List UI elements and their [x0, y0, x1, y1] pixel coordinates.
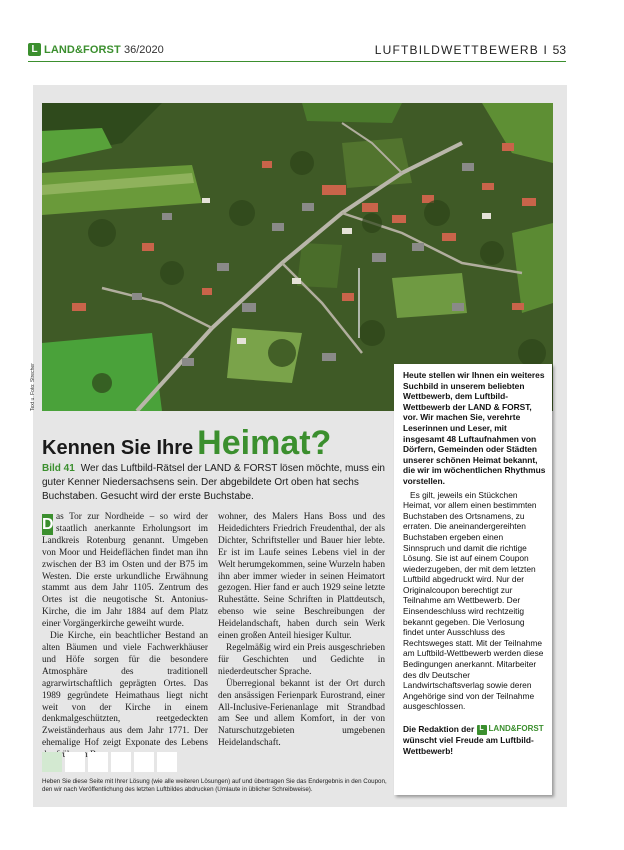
- info-signature: [403, 724, 546, 756]
- drop-cap: D: [42, 516, 54, 533]
- intro-text: Wer das Luftbild-Rätsel der LAND & FORST lösen möchte, muss ein guter Kenner Niedersachsens sein. Der abgebildete Ort oben hat sechs Buchstaben. Gesucht wird der erste Buchstabe.: [42, 463, 385, 502]
- headline-emphasis: Heimat?: [197, 424, 332, 462]
- article-column-2: [218, 512, 385, 750]
- signature-text-pre: Die Redaktion der: [403, 724, 475, 734]
- column2-paragraph-1: wohner, des Malers Hans Boss und des Heidedichters Friedrich Freudenthal, der als Dichter, Schriftsteller und Bauer hier lebte. Er ist im Laufe seines Lebens viel in der Welt herumgekommen, seine Wurzeln haben ihn aber immer wieder in seinen Heimatort gezogen. Hier fand er auch 1929 seine letzte Ruhestätte. Seine Schriften in Plattdeutsch, ebenso wie seine Beschreibungen der Heidelandschaft, haben durch sein Werk einen großen Anteil hiesiger Kultur.: [218, 512, 385, 642]
- info-body-text: Es gilt, jeweils ein Stückchen Heimat, vor allem einen bestimmten Buchstaben des Ortsnamens, zu erraten. Die aneinandergereihten Buchstaben ergeben einen Sinnspruch und damit die richtige Lösung. Sie ist auf einem Coupon wiederzugeben, der mit dem letzten Luftbild abgedruckt wird. Nur der Originalcoupon berechtigt zur Teilnahme am Wettbewerb. Der Einsendeschluss wird rechtzeitig bekannt gegeben. Die Verlosung findet unter Ausschluss des Rechtsweges statt. Mit der Teilnahme am Luftbild-Wettbewerb werden diese Bedingungen anerkannt. Mitarbeiter des dlv Deutscher Landwirtschaftsverlag sowie deren Angehörige sind von der Teilnahme ausgeschlossen.: [403, 489, 544, 712]
- article-intro: [42, 462, 387, 503]
- competition-info-box: [394, 364, 552, 795]
- brand-logo: [28, 43, 121, 56]
- coupon-box-1[interactable]: [42, 752, 62, 772]
- brand-logo-icon: L: [477, 725, 487, 735]
- info-body: [403, 490, 546, 712]
- article-headline: [42, 424, 331, 463]
- section-title: [375, 43, 566, 57]
- coupon-box-2[interactable]: [65, 752, 85, 772]
- headline-prefix: Kennen Sie Ihre: [42, 437, 194, 459]
- info-lead: Heute stellen wir Ihnen ein weiteres Suchbild in unserem beliebten Wettbewerb, dem Luftbild-Wettbewerb der LAND & FORST, vor. Wir machen Sie, verehrte Leserinnen und Leser, mit insgesamt 48 Luftaufnahmen von Dörfern, Gemeinden oder Städten unserer schönen Heimat bekannt, die wir im wöchentlichen Rhythmus vorstellen.: [403, 370, 546, 486]
- section-label: LUFTBILDWETTBEWERB: [374, 43, 539, 57]
- coupon-box-5[interactable]: [134, 752, 154, 772]
- column2-paragraph-3: Überregional bekannt ist der Ort durch den ansässigen Ferienpark Eurostrand, einer All-Inclusive-Ferienanlage mit Strandbad am See und allem Komfort, in der von Naturschutzgebieten umgebenen Heidelandschaft.: [218, 678, 385, 749]
- brand-logo-icon: L: [28, 43, 41, 56]
- coupon-box-4[interactable]: [111, 752, 131, 772]
- signature-brand: LAND&FORST: [488, 724, 544, 734]
- article-column-1: [42, 512, 208, 762]
- coupon-note: Heben Sie diese Seite mit Ihrer Lösung (wie alle weiteren Lösungen) auf und übertragen Sie das Endergebnis in den Coupon, den wir nach Veröffentlichung des letzten Luftbildes abdrucken (Umlaute in üblicher Schreibweise).: [42, 778, 387, 794]
- photo-credit: Text u. Foto: Strecher: [30, 363, 36, 411]
- section-separator: I: [543, 43, 549, 57]
- signature-text-post: wünscht viel Freude am Luftbild-Wettbewerb!: [403, 735, 534, 756]
- bild-number: Bild 41: [42, 463, 75, 474]
- solution-coupon: [42, 752, 177, 772]
- page-header: [28, 42, 566, 62]
- column1-paragraph-1: as Tor zur Nordheide – so wird der staatlich anerkannte Erholungsort im Landkreis Rotenburg genannt. Umgeben von Moor und Heideflächen findet man ihn zwischen der B3 im Osten und der B75 im Westen. Die erste urkundliche Erwähnung stammt aus dem Jahr 1105. Zentrum des Ortes ist die neugotische St. Antonius-Kirche, die im Jahr 1884 auf dem Platz einer Vorgängerkirche geweiht wurde.: [42, 512, 208, 630]
- column2-paragraph-2: Regelmäßig wird ein Preis ausgeschrieben für Geschichten und Gedichte in niederdeutscher Sprache.: [218, 642, 385, 677]
- brand-name: LAND&FORST: [44, 43, 121, 56]
- column1-paragraph-2: Die Kirche, ein beachtlicher Bestand an alten Bäumen und viele Fachwerkhäuser und Höfe sorgen für die besondere Atmosphäre des traditionell agrarwirtschaftlich geprägten Ortes. Das 1989 gegründete Heimathaus liegt nicht weit von der Kirche in einem denkmalgeschützten, reetgedeckten Zweiständerhaus aus dem Jahr 1771. Der ehemalige Hof zeigt Exponate des Lebens: [42, 631, 208, 749]
- issue-number: 36/2020: [124, 44, 164, 56]
- coupon-box-3[interactable]: [88, 752, 108, 772]
- signature-logo: [477, 724, 544, 735]
- coupon-box-6[interactable]: [157, 752, 177, 772]
- page-number: 53: [552, 43, 566, 57]
- column1-paragraph: [42, 512, 208, 631]
- header-rule: [28, 61, 566, 62]
